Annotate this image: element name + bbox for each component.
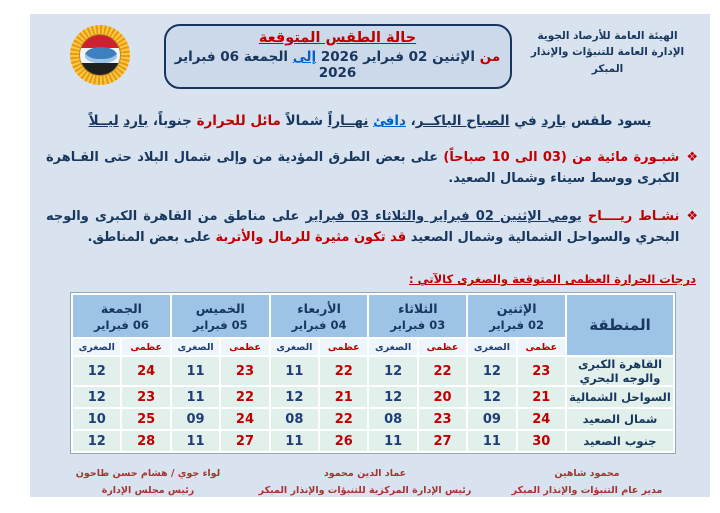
max-temp-label: عظمى — [121, 338, 170, 356]
region-name: القاهرة الكبرى والوجه البحري — [566, 356, 674, 386]
text-segment: على بعض الطرق المؤدية من وإلى شمال البلاد حتى القـاهرة الكبرى ووسط سيناء وشمال الصعيد. — [41, 150, 680, 187]
min-temp-value: 11 — [171, 356, 220, 386]
day-date: 06 فبراير — [94, 317, 149, 332]
day-name: الإثنين — [496, 300, 537, 316]
day-header — [171, 294, 270, 338]
max-temp-value: 20 — [418, 386, 467, 408]
text-segment: يومي الإثنين 02 فبراير والثلاثاء 03 فبراير — [305, 208, 582, 224]
text-segment: بارد — [123, 113, 149, 129]
cloud-icon — [85, 47, 117, 63]
min-temp-value: 12 — [72, 356, 121, 386]
signature-central-admin-head — [250, 466, 480, 497]
max-temp-value: 30 — [517, 430, 566, 452]
day-name: الأربعاء — [297, 300, 341, 316]
min-temp-value: 12 — [368, 356, 417, 386]
day-date: 02 فبراير — [489, 317, 545, 332]
text-segment: جنوباً، — [148, 113, 197, 129]
day-name: الخميس — [195, 300, 245, 316]
day-header — [368, 294, 467, 338]
signature-name: محمود شاهين — [554, 468, 620, 480]
region-name: جنوب الصعيد — [566, 430, 674, 452]
text-segment: مائل للحرارة — [196, 113, 281, 129]
signature-title: رئيس الإدارة المركزية للتنبؤات والإنذار المبكر — [258, 484, 472, 496]
min-temp-label: الصغرى — [270, 338, 319, 356]
min-temp-value: 11 — [270, 356, 319, 386]
day-date: 04 فبراير — [291, 317, 347, 332]
temperature-table-container — [70, 292, 676, 454]
text-segment: من — [475, 49, 501, 65]
text-segment: يسود طقس — [566, 113, 652, 129]
min-temp-value: 12 — [467, 356, 516, 386]
max-temp-value: 24 — [220, 408, 269, 430]
table-row — [72, 430, 674, 452]
table-row — [72, 408, 674, 430]
max-temp-value: 26 — [319, 430, 368, 452]
max-temp-value: 22 — [319, 408, 368, 430]
signature-name: لواء جوي / هشام حسن طاحون — [75, 468, 221, 480]
min-temp-value: 11 — [467, 430, 516, 452]
temperature-table — [71, 293, 675, 453]
day-date: 03 فبراير — [390, 317, 446, 332]
max-temp-label: عظمى — [418, 338, 467, 356]
max-temp-value: 28 — [121, 430, 170, 452]
day-header — [72, 294, 171, 338]
min-temp-value: 12 — [270, 386, 319, 408]
min-temp-value: 12 — [467, 386, 516, 408]
bullet-wind — [41, 207, 698, 249]
table-row — [72, 356, 674, 386]
day-name: الثلاثاء — [398, 300, 438, 316]
title-box — [164, 24, 512, 89]
max-temp-value: 23 — [418, 408, 467, 430]
day-header — [270, 294, 369, 338]
min-temp-label: الصغرى — [467, 338, 516, 356]
max-temp-value: 25 — [121, 408, 170, 430]
text-segment: الإثنين 02 فبراير 2026 — [316, 49, 476, 65]
text-segment: ليــلاً — [88, 113, 119, 129]
text-segment: دافئ — [373, 113, 406, 129]
text-segment: شمالاً — [280, 113, 328, 129]
max-temp-label: عظمى — [517, 338, 566, 356]
min-temp-label: الصغرى — [72, 338, 121, 356]
min-temp-value: 12 — [72, 386, 121, 408]
min-temp-value: 12 — [72, 430, 121, 452]
max-temp-value: 22 — [220, 386, 269, 408]
logo-area — [40, 22, 160, 85]
signature-name: عماد الدين محمود — [323, 468, 407, 480]
max-temp-label: عظمى — [220, 338, 269, 356]
max-temp-value: 27 — [418, 430, 467, 452]
bulletin-page — [30, 14, 710, 497]
diamond-bullet-icon: ❖ — [686, 208, 698, 224]
temperature-table-title: درجات الحرارة العظمى المتوقعة والصغرى كالآتي : — [409, 272, 696, 287]
max-temp-value: 24 — [121, 356, 170, 386]
text-segment: على مناطق من القاهرة الكبرى والوجه البحري والسواحل الشمالية وشمال الصعيد — [41, 208, 680, 245]
max-temp-value: 24 — [517, 408, 566, 430]
text-segment: نشـاط ريــــاح — [581, 208, 680, 224]
max-temp-value: 23 — [121, 386, 170, 408]
region-name: السواحل الشمالية — [566, 386, 674, 408]
max-temp-label: عظمى — [319, 338, 368, 356]
text-segment: على بعض المناطق. — [87, 229, 216, 245]
signature-chairman — [58, 466, 238, 497]
bullet-fog-text — [41, 148, 680, 190]
min-temp-value: 08 — [270, 408, 319, 430]
max-temp-value: 23 — [517, 356, 566, 386]
signature-block — [58, 466, 682, 497]
min-temp-value: 09 — [467, 408, 516, 430]
org-line1: الهيئة العامة للأرصاد الجوية — [537, 30, 678, 42]
max-temp-value: 23 — [220, 356, 269, 386]
text-segment: ، — [405, 113, 416, 129]
bullet-fog — [41, 148, 698, 190]
table-row — [72, 386, 674, 408]
min-temp-value: 11 — [171, 430, 220, 452]
sun-emblem-icon — [70, 25, 130, 85]
text-segment: إلى — [292, 49, 317, 65]
max-temp-value: 21 — [517, 386, 566, 408]
min-temp-value: 11 — [368, 430, 417, 452]
max-temp-value: 22 — [418, 356, 467, 386]
page-header — [40, 22, 700, 86]
text-segment: بارد — [541, 113, 567, 129]
region-column-header: المنطقة — [566, 294, 674, 356]
text-segment: الجمعة 06 فبراير 2026 — [170, 49, 357, 81]
day-date: 05 فبراير — [192, 317, 248, 332]
min-temp-value: 08 — [368, 408, 417, 430]
page-title: حالة الطقس المتوقعة — [258, 30, 417, 46]
flag-bands — [79, 34, 121, 76]
diamond-bullet-icon: ❖ — [686, 150, 698, 166]
min-temp-value: 09 — [171, 408, 220, 430]
min-temp-value: 11 — [171, 386, 220, 408]
day-header — [467, 294, 566, 338]
signature-title: مدير عام التنبؤات والإنذار المبكر — [511, 484, 663, 496]
region-name: شمال الصعيد — [566, 408, 674, 430]
min-temp-value: 11 — [270, 430, 319, 452]
min-temp-label: الصغرى — [171, 338, 220, 356]
text-segment: في — [509, 113, 542, 129]
weather-summary — [44, 111, 696, 131]
org-line2: الإدارة العامة للتنبؤات والإنذار المبكر — [530, 46, 685, 75]
min-temp-value: 10 — [72, 408, 121, 430]
max-temp-value: 21 — [319, 386, 368, 408]
max-temp-value: 27 — [220, 430, 269, 452]
organization-name — [515, 22, 700, 77]
forecast-date-range — [172, 49, 504, 81]
min-temp-label: الصغرى — [368, 338, 417, 356]
max-temp-value: 22 — [319, 356, 368, 386]
min-temp-value: 12 — [368, 386, 417, 408]
day-name: الجمعة — [100, 300, 142, 316]
bullet-wind-text — [41, 207, 680, 249]
text-segment: الصباح الباكــر — [415, 113, 510, 129]
text-segment: شبـورة مائية من (03 الى 10 صباحاً) — [443, 150, 680, 166]
signature-director — [492, 466, 682, 497]
text-segment: نهــاراً — [327, 113, 369, 129]
signature-title: رئيس مجلس الإدارة — [101, 484, 195, 496]
text-segment: قد تكون مثيرة للرمال والأتربة — [215, 229, 407, 245]
